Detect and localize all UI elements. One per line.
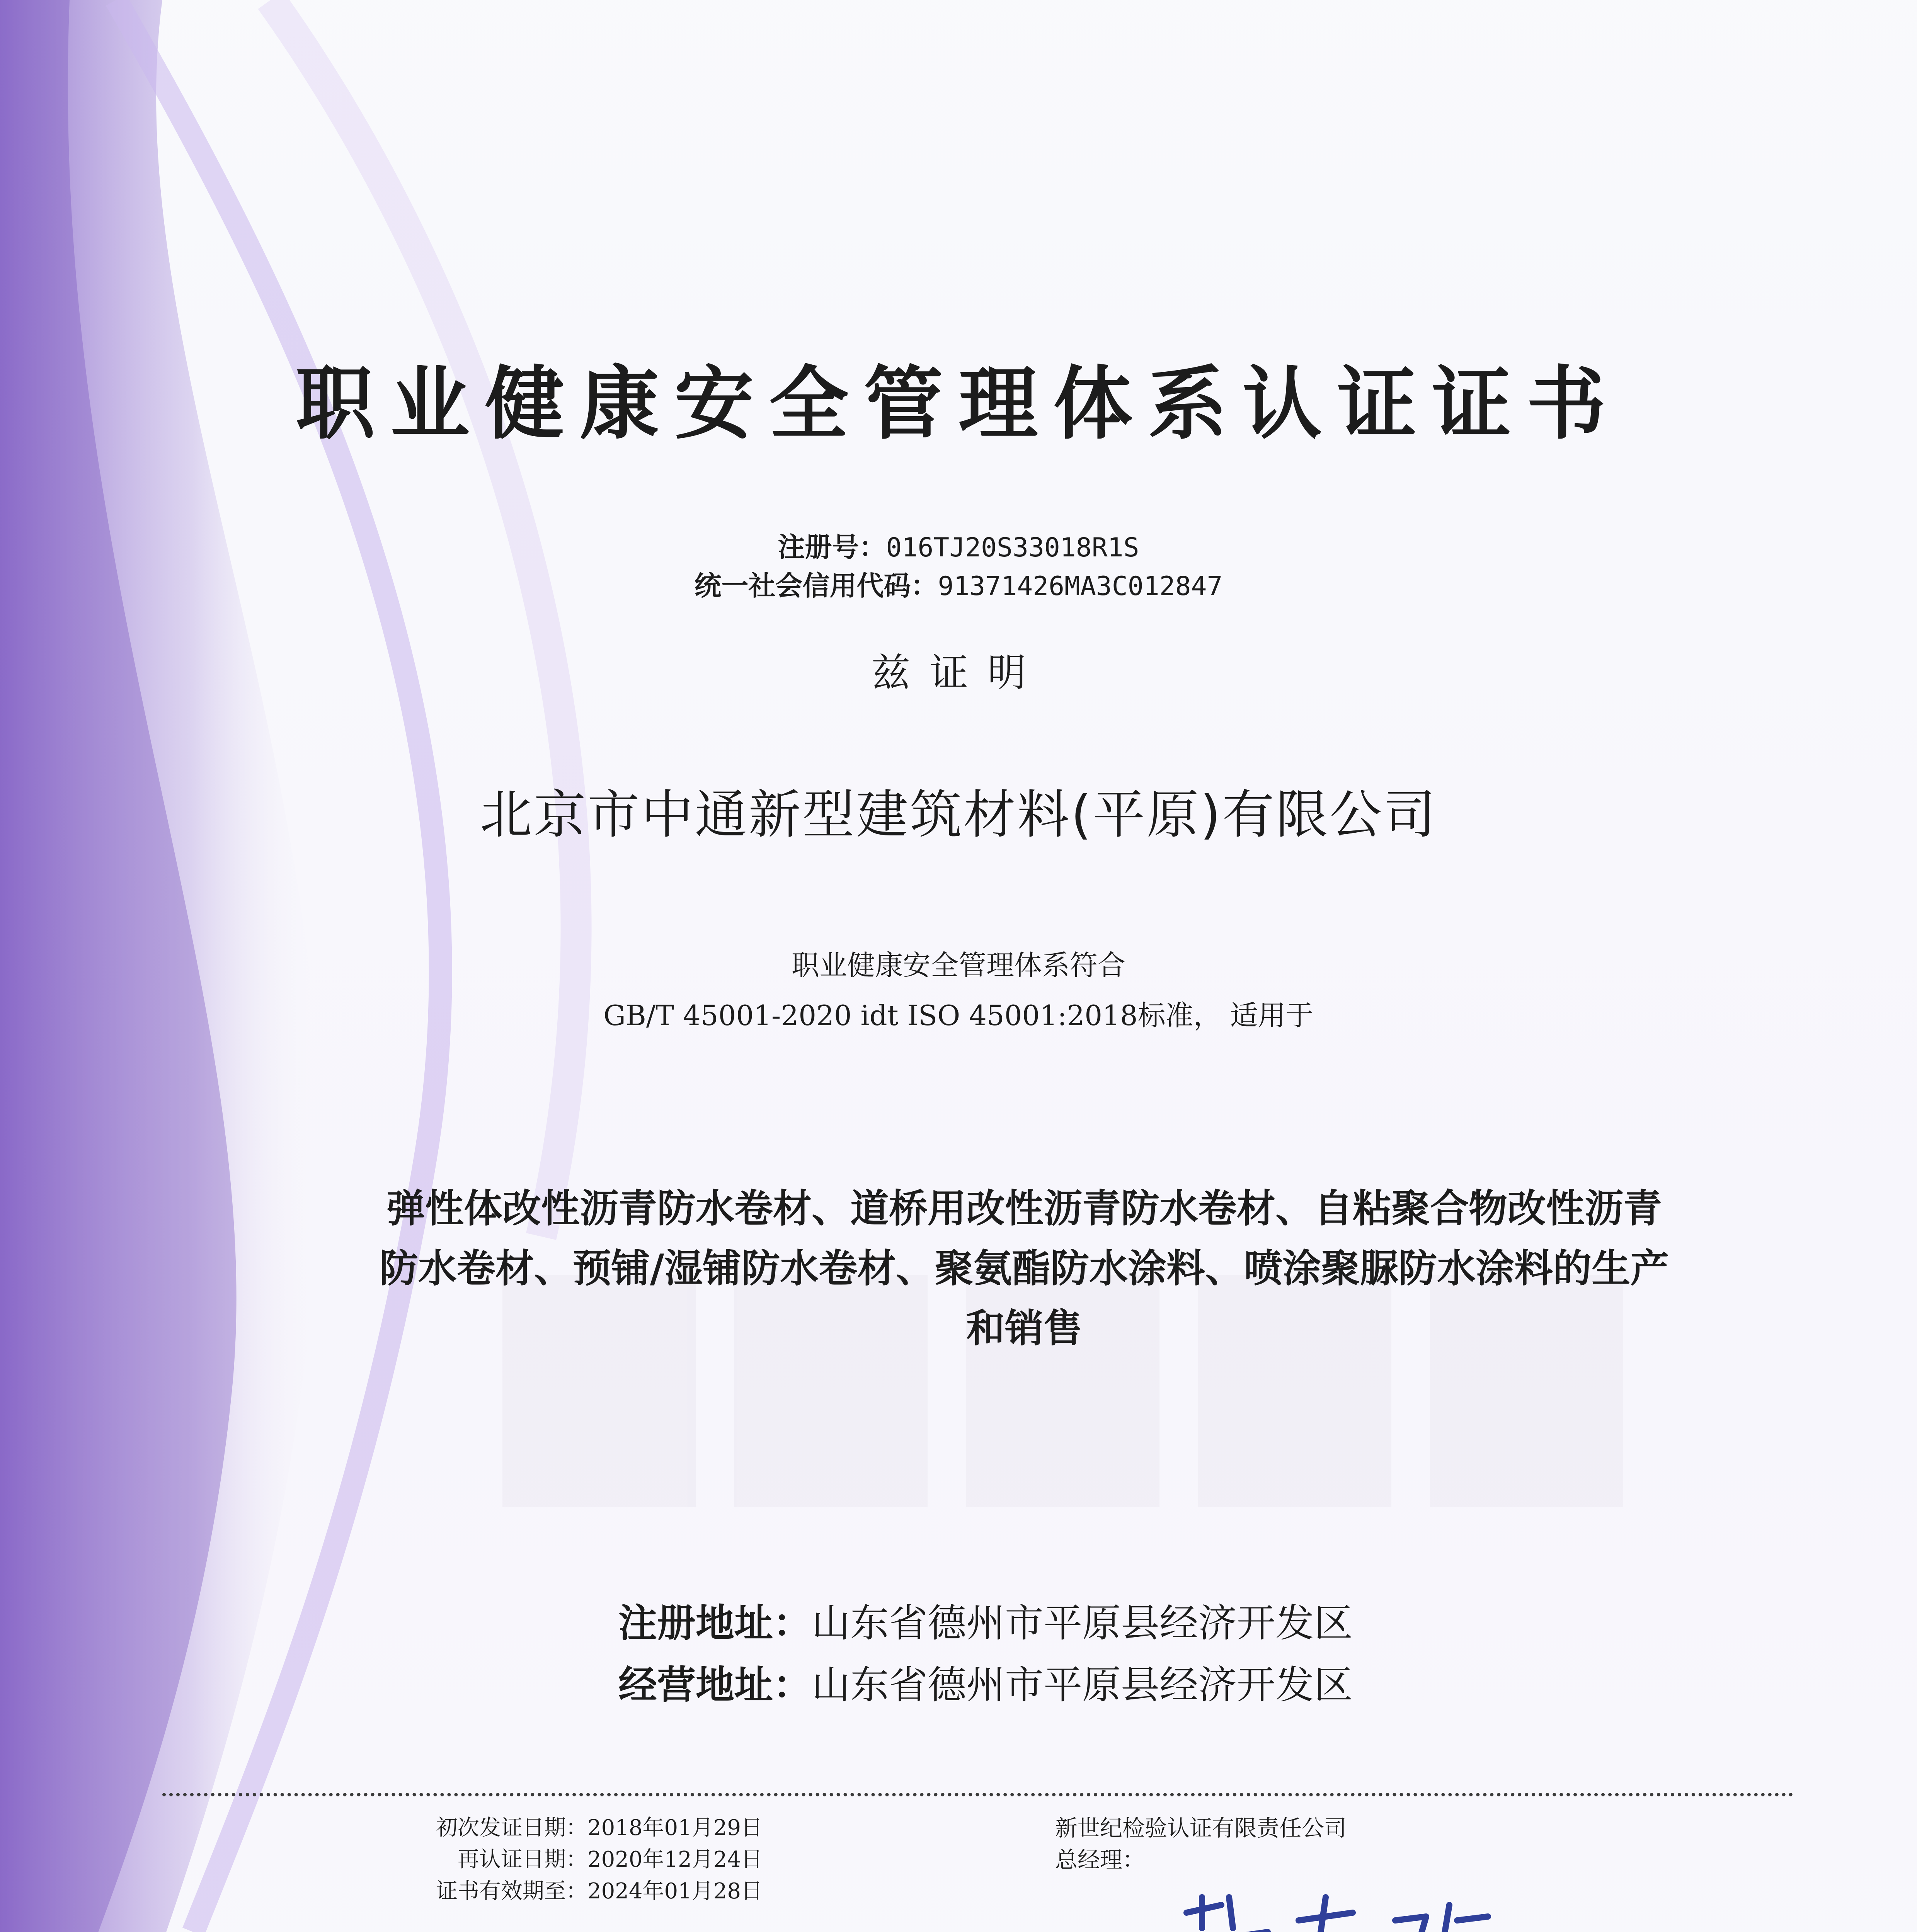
issuer-company: 新世纪检验认证有限责任公司 — [1055, 1815, 1347, 1841]
business-address-label: 经营地址： — [618, 1662, 812, 1708]
first-issue-date: 2018年01月29日 — [587, 1815, 763, 1840]
valid-until-label: 证书有效期至： — [436, 1879, 587, 1904]
certify-text: 兹证明 — [872, 650, 1045, 695]
certificate-title: 职业健康安全管理体系认证证书 — [296, 357, 1621, 450]
issuer-block — [1055, 1812, 1347, 1876]
registration-number — [0, 526, 1917, 565]
scope-line: 弹性体改性沥青防水卷材、道桥用改性沥青防水卷材、自粘聚合物改性沥青 — [386, 1186, 1662, 1231]
recert-label: 再认证日期： — [458, 1847, 587, 1872]
first-issue-label: 初次发证日期： — [436, 1815, 587, 1840]
credit-code — [0, 564, 1917, 603]
credit-code-label: 统一社会信用代码： — [694, 570, 938, 602]
signature-image — [1171, 1874, 1519, 1932]
scope-line: 防水卷材、预铺/湿铺防水卷材、聚氨酯防水涂料、喷涂聚脲防水涂料的生产 — [379, 1246, 1669, 1291]
recert-date: 2020年12月24日 — [587, 1847, 763, 1872]
registered-address — [618, 1592, 1353, 1648]
company-name: 北京市中通新型建筑材料(平原)有限公司 — [480, 784, 1437, 845]
registration-label: 注册号： — [778, 531, 886, 563]
registration-value: 016TJ20S33018R1S — [886, 532, 1139, 563]
registered-address-value: 山东省德州市平原县经济开发区 — [812, 1600, 1353, 1646]
dotted-divider — [162, 1793, 1793, 1796]
certification-scope — [309, 1179, 1739, 1358]
business-address-value: 山东省德州市平原县经济开发区 — [812, 1662, 1353, 1708]
conformity-line-2: GB/T 45001-2020 idt ISO 45001:2018标准， 适用于 — [603, 999, 1314, 1032]
scope-line: 和销售 — [966, 1306, 1082, 1351]
valid-until-date: 2024年01月28日 — [587, 1879, 763, 1904]
credit-code-value: 91371426MA3C012847 — [938, 571, 1223, 602]
conformity-line-1: 职业健康安全管理体系符合 — [791, 949, 1125, 981]
business-address — [618, 1654, 1353, 1709]
general-manager-label: 总经理： — [1055, 1847, 1145, 1873]
certificate-dates — [371, 1812, 951, 1907]
registered-address-label: 注册地址： — [618, 1600, 812, 1646]
